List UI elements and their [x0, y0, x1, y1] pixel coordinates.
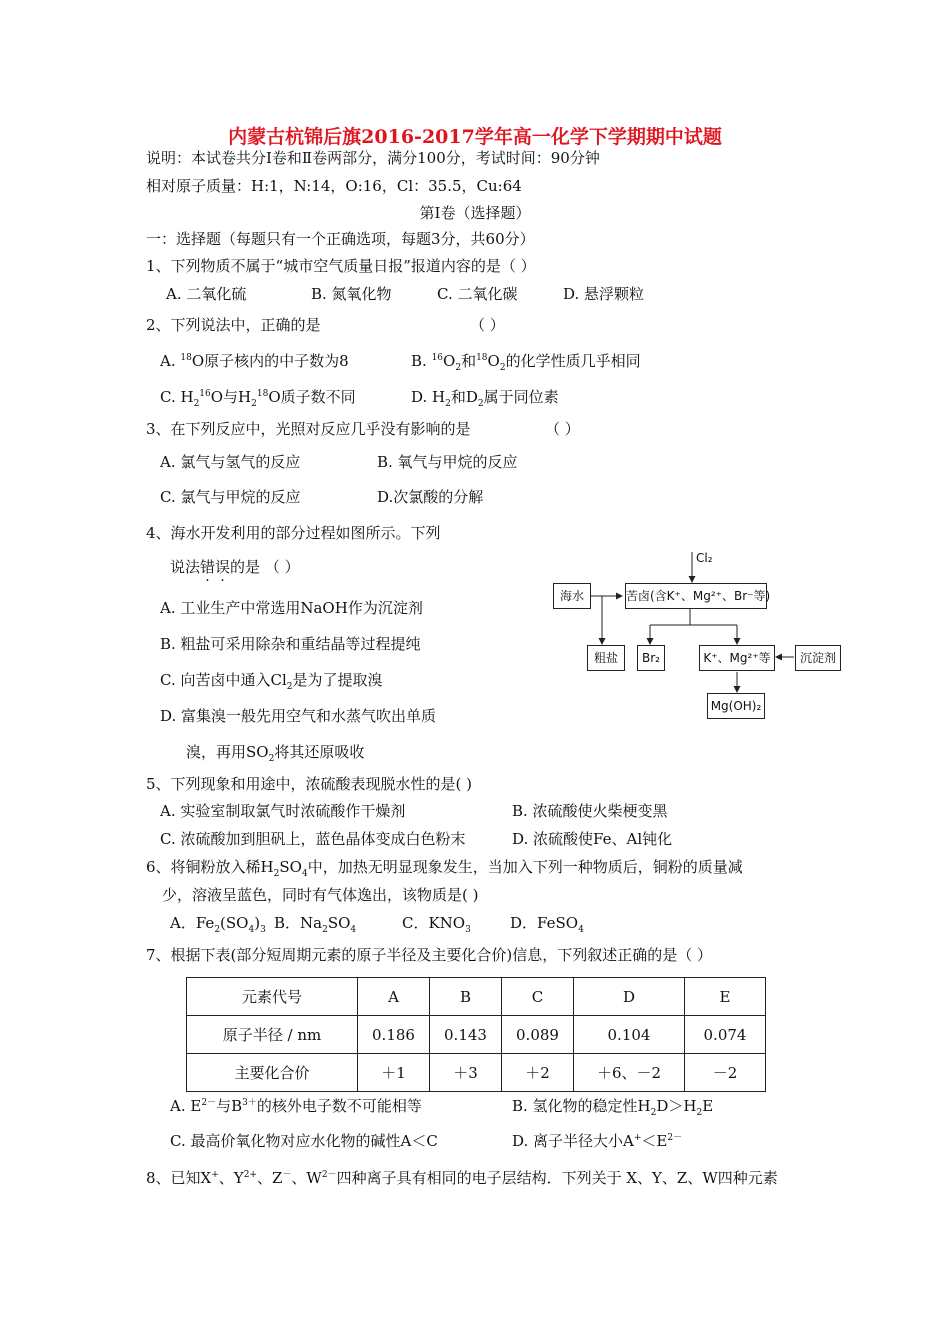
table-cell: ＋3 — [430, 1054, 502, 1092]
seawater-process-diagram — [540, 540, 850, 730]
atomic-mass-note: 相对原子质量：H:1，N:14，O:16，Cl：35.5，Cu:64 — [146, 177, 522, 195]
q4-option-d-line2: 溴，再用$SO_2$将其还原吸收 — [186, 743, 365, 764]
table-cell: ＋2 — [502, 1054, 574, 1092]
q3-option-b: B. 氧气与甲烷的反应 — [377, 453, 518, 471]
q3-option-d: D.次氯酸的分解 — [377, 488, 484, 506]
table-cell: C — [502, 978, 574, 1016]
brine-box: 苦卤(含K⁺、Mg²⁺、Br⁻等) — [625, 583, 767, 609]
table-cell: E — [685, 978, 766, 1016]
question-4-stem-line2: 说法错误的是 （ ） — [170, 558, 300, 576]
q7-option-c: C. 最高价氧化物对应水化物的碱性A＜C — [170, 1132, 438, 1150]
q2-option-b: B. $^{16}O_2$和$^{18}O_2$的化学性质几乎相同 — [411, 352, 641, 373]
q7-option-a: A. $E^{2-}$与$B^{3+}$的核外电子数不可能相等 — [170, 1097, 422, 1115]
table-row — [187, 1054, 766, 1092]
q4-option-d: D. 富集溴一般先用空气和水蒸气吹出单质 — [160, 707, 437, 725]
intro-note: 说明：本试卷共分Ⅰ卷和Ⅱ卷两部分，满分100分，考试时间：90分钟 — [146, 149, 600, 167]
mg-hydroxide-box: Mg(OH)₂ — [707, 693, 765, 719]
q1-option-d: D. 悬浮颗粒 — [563, 285, 645, 303]
bromine-box: Br₂ — [637, 645, 665, 671]
q6-option-c: C．$KNO_3$ — [402, 914, 471, 935]
table-cell: 0.074 — [685, 1016, 766, 1054]
precipitant-box: 沉淀剂 — [795, 645, 841, 671]
q2-answer-paren: （ ） — [470, 316, 505, 334]
table-cell: 0.143 — [430, 1016, 502, 1054]
q5-option-c: C. 浓硫酸加到胆矾上，蓝色晶体变成白色粉末 — [160, 830, 466, 848]
question-5-stem: 5、下列现象和用途中，浓硫酸表现脱水性的是( ) — [146, 775, 473, 793]
q3-answer-paren: （ ） — [545, 420, 580, 438]
table-cell: D — [574, 978, 685, 1016]
table-cell: 原子半径 / nm — [187, 1016, 358, 1054]
k-mg-box: K⁺、Mg²⁺等 — [699, 645, 775, 671]
seawater-box: 海水 — [553, 583, 591, 609]
table-cell: 主要化合价 — [187, 1054, 358, 1092]
table-cell: B — [430, 978, 502, 1016]
page-title: 内蒙古杭锦后旗2016-2017学年高一化学下学期期中试题 — [228, 126, 722, 148]
q2-option-c: C. $H_2^{16}O$与$H_2^{18}O$质子数不同 — [160, 388, 356, 409]
q1-option-a: A. 二氧化硫 — [166, 285, 247, 303]
table-cell: 0.104 — [574, 1016, 685, 1054]
q6-option-b: B．$Na_2SO_4$ — [274, 914, 357, 935]
q3-option-a: A. 氯气与氢气的反应 — [160, 453, 301, 471]
q6-option-a: A．$Fe_2(SO_4)_3$ — [170, 914, 266, 935]
q1-option-b: B. 氮氧化物 — [311, 285, 392, 303]
table-cell: 0.089 — [502, 1016, 574, 1054]
q2-option-d: D. $H_2$和$D_2$属于同位素 — [411, 388, 559, 409]
q2-option-a: A. $^{18}$O原子核内的中子数为8 — [160, 352, 349, 370]
q4-option-b: B. 粗盐可采用除杂和重结晶等过程提纯 — [160, 635, 421, 653]
question-6-stem: 6、将铜粉放入稀$H_2SO_4$中，加热无明显现象发生，当加入下列一种物质后，铜粉的质量减 — [146, 858, 743, 879]
table-row — [187, 1016, 766, 1054]
question-4-stem: 4、海水开发利用的部分过程如图所示。下列 — [146, 524, 441, 542]
q1-option-c: C. 二氧化碳 — [437, 285, 518, 303]
q4-option-a: A. 工业生产中常选用NaOH作为沉淀剂 — [160, 599, 423, 617]
question-3-stem: 3、在下列反应中，光照对反应几乎没有影响的是 — [146, 420, 471, 438]
question-7-stem: 7、根据下表(部分短周期元素的原子半径及主要化合价)信息，下列叙述正确的是（ ） — [146, 946, 713, 964]
table-cell: 0.186 — [358, 1016, 430, 1054]
table-cell: A — [358, 978, 430, 1016]
q5-option-d: D. 浓硫酸使Fe、Al钝化 — [512, 830, 673, 848]
q7-option-b: B. 氢化物的稳定性$H_2D>H_2E$ — [512, 1097, 714, 1118]
part-header: 一：选择题（每题只有一个正确选项，每题3分，共60分） — [146, 230, 535, 248]
q5-option-a: A. 实验室制取氯气时浓硫酸作干燥剂 — [160, 802, 406, 820]
element-data-table — [186, 977, 766, 1092]
table-cell: ＋6、－2 — [574, 1054, 685, 1092]
crude-salt-box: 粗盐 — [587, 645, 625, 671]
q6-option-d: D．FeSO$_4$ — [510, 914, 584, 935]
question-2-stem: 2、下列说法中，正确的是 — [146, 316, 321, 334]
q5-option-b: B. 浓硫酸使火柴梗变黑 — [512, 802, 668, 820]
table-cell: 元素代号 — [187, 978, 358, 1016]
question-6-stem-line2: 少，溶液呈蓝色，同时有气体逸出，该物质是( ) — [162, 886, 479, 904]
question-1-stem: 1、下列物质不属于“城市空气质量日报”报道内容的是（ ） — [146, 257, 536, 275]
section-title: 第Ⅰ卷（选择题） — [419, 204, 531, 222]
question-8-stem: 8、已知X+、$Y^{2+}$、Z－、$W^{2-}$四种离子具有相同的电子层结构．下列关于 X、Y、Z、W四种元素 — [146, 1169, 778, 1187]
table-cell: －2 — [685, 1054, 766, 1092]
q3-option-c: C. 氯气与甲烷的反应 — [160, 488, 301, 506]
q4-option-c: C. 向苦卤中通入$Cl_2$是为了提取溴 — [160, 671, 383, 692]
table-cell: ＋1 — [358, 1054, 430, 1092]
cl2-label: Cl₂ — [696, 551, 713, 565]
q7-option-d: D. 离子半径大小$A^+<E^{2-}$ — [512, 1132, 683, 1150]
table-row — [187, 978, 766, 1016]
